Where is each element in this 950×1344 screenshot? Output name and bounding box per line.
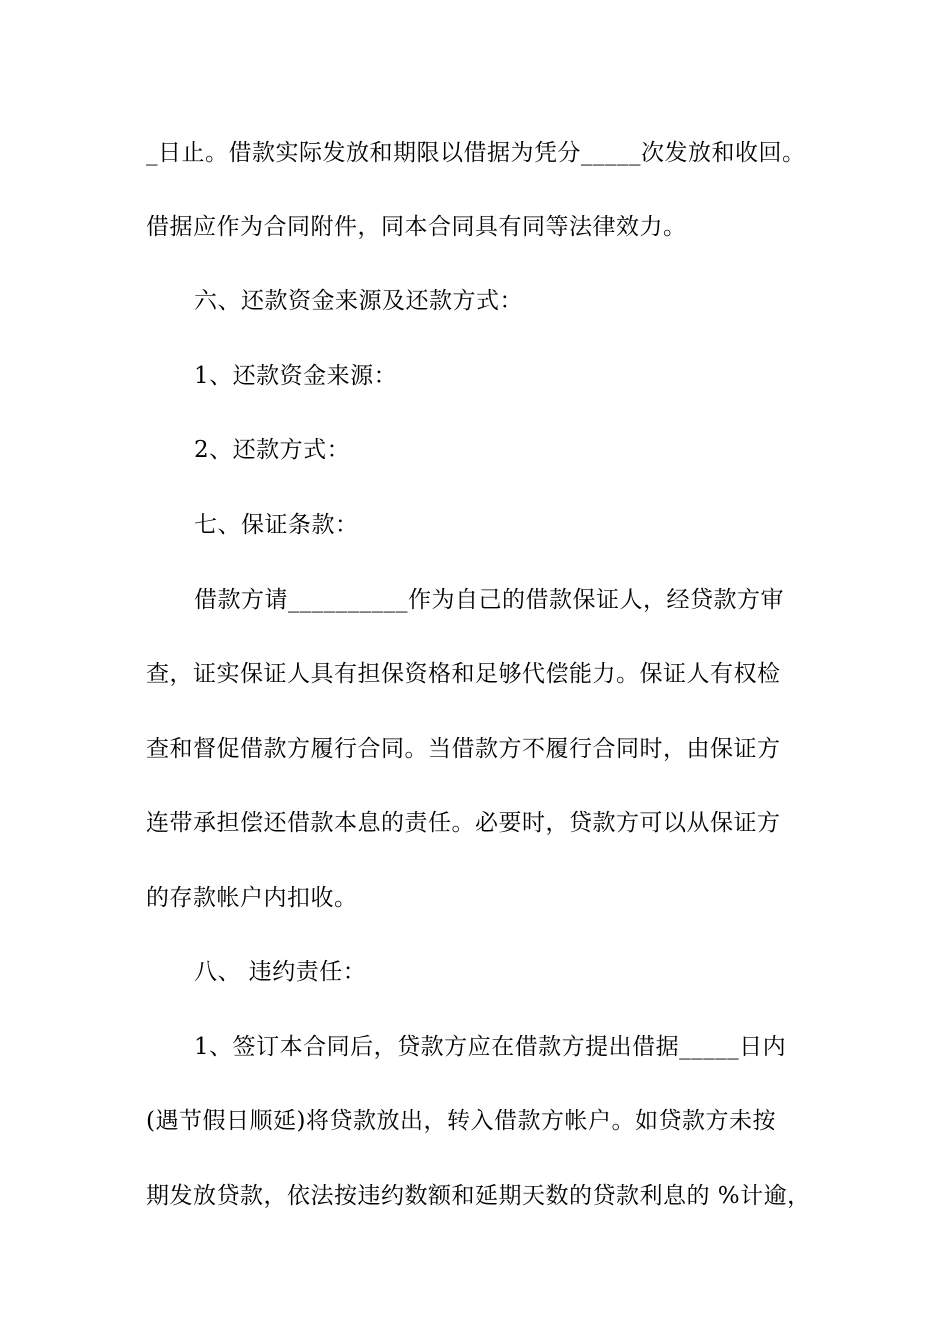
text-line-7: 借款方请__________作为自己的借款保证人，经贷款方审 bbox=[194, 587, 784, 613]
text-line-8: 查，证实保证人具有担保资格和足够代偿能力。保证人有权检 bbox=[146, 661, 781, 687]
text-line-2: 借据应作为合同附件，同本合同具有同等法律效力。 bbox=[146, 214, 687, 240]
text-line-repayment-source: 1、还款资金来源： bbox=[194, 363, 398, 389]
section-heading-6: 六、还款资金来源及还款方式： bbox=[194, 288, 523, 314]
text-line-13: 1、签订本合同后，贷款方应在借款方提出借据_____日内 bbox=[194, 1034, 787, 1060]
text-line-9: 查和督促借款方履行合同。当借款方不履行合同时，由保证方 bbox=[146, 736, 781, 762]
text-line-1: _日止。借款实际发放和期限以借据为凭分_____次发放和收回。 bbox=[146, 140, 806, 166]
text-line-10: 连带承担偿还借款本息的责任。必要时，贷款方可以从保证方 bbox=[146, 810, 781, 836]
text-line-repayment-method: 2、还款方式： bbox=[194, 437, 351, 463]
section-heading-8: 八、 违约责任： bbox=[194, 959, 367, 985]
section-heading-7: 七、保证条款： bbox=[194, 512, 359, 538]
text-line-14: (遇节假日顺延)将贷款放出，转入借款方帐户。如贷款方未按 bbox=[146, 1108, 776, 1134]
text-line-15: 期发放贷款，依法按违约数额和延期天数的贷款利息的 %计逾， bbox=[146, 1183, 811, 1209]
text-line-11: 的存款帐户内扣收。 bbox=[146, 885, 358, 911]
